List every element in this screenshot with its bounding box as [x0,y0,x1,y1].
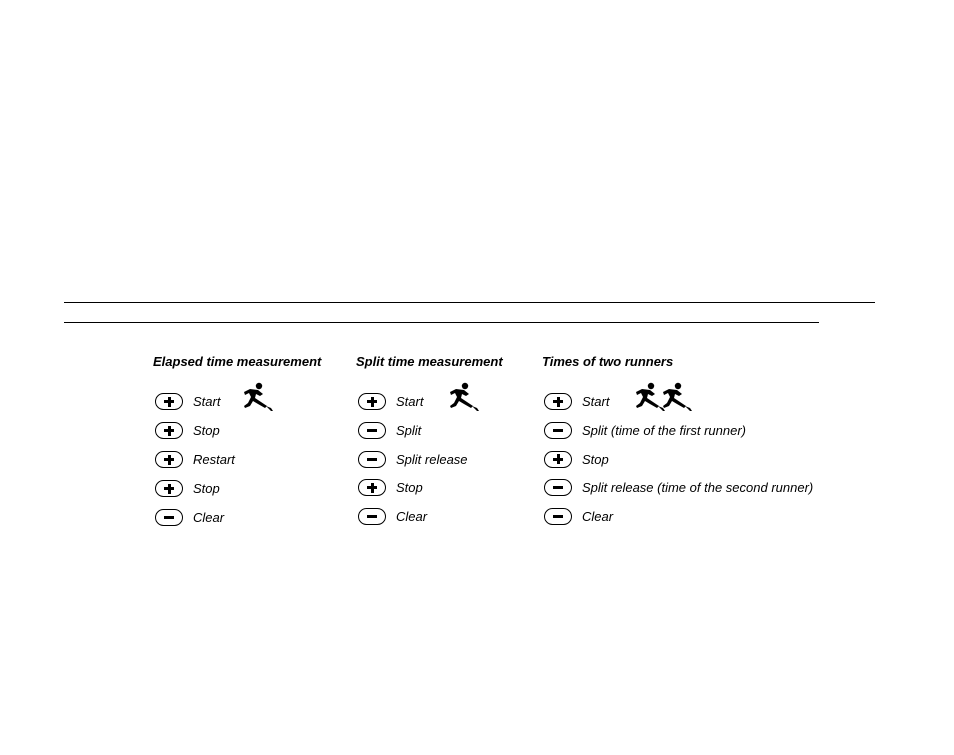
column-title: Elapsed time measurement [153,354,322,369]
step-row [542,451,673,480]
step-row [356,508,503,537]
elapsed-time-column [153,353,321,538]
step-label: Restart [193,452,235,467]
minus-button-icon [358,508,386,525]
step-list [542,393,814,537]
two-runners-column [542,353,814,537]
step-row [356,393,503,422]
step-label: Stop [193,481,220,496]
column-title: Split time measurement [356,354,503,369]
second-divider-line [64,322,819,323]
plus-button-icon [358,393,386,410]
step-label: Stop [582,451,609,467]
minus-button-icon [544,508,572,525]
step-label: Split [396,422,422,438]
step-row [542,393,673,422]
minus-button-icon [358,422,386,439]
plus-button-icon [358,479,386,496]
step-row [153,393,321,422]
minus-button-icon [155,509,183,526]
two-runners-icon [628,381,696,413]
plus-button-icon [155,393,183,410]
plus-button-icon [544,451,572,468]
plus-button-icon [155,480,183,497]
step-label: Clear [396,509,428,525]
step-row [542,508,673,537]
plus-button-icon [155,451,183,468]
runner-icon [442,381,482,413]
plus-button-icon [155,422,183,439]
step-row [153,451,321,480]
step-label: Start [582,394,610,409]
column-title: Times of two runners [542,354,674,369]
split-time-column [356,353,503,537]
step-list [153,393,321,538]
step-row [542,479,814,508]
minus-button-icon [358,451,386,468]
step-label: Stop [193,423,220,438]
step-label: Split (time of the first runner) [582,422,746,438]
step-label: Split release (time of the second runner) [582,480,814,496]
step-row [153,480,321,509]
step-label: Clear [582,509,614,525]
top-divider-line [64,302,875,303]
step-row [542,422,746,451]
step-label: Clear [193,510,225,525]
step-label: Start [396,394,424,409]
step-label: Start [193,394,221,409]
plus-button-icon [544,393,572,410]
step-list [356,393,503,537]
step-label: Split release [396,451,468,467]
step-row [356,479,503,508]
step-row [356,422,503,451]
runner-icon [236,381,276,413]
minus-button-icon [544,479,572,496]
minus-button-icon [544,422,572,439]
step-label: Stop [396,480,423,496]
step-row [356,451,503,480]
step-row [153,422,321,451]
step-row [153,509,321,538]
